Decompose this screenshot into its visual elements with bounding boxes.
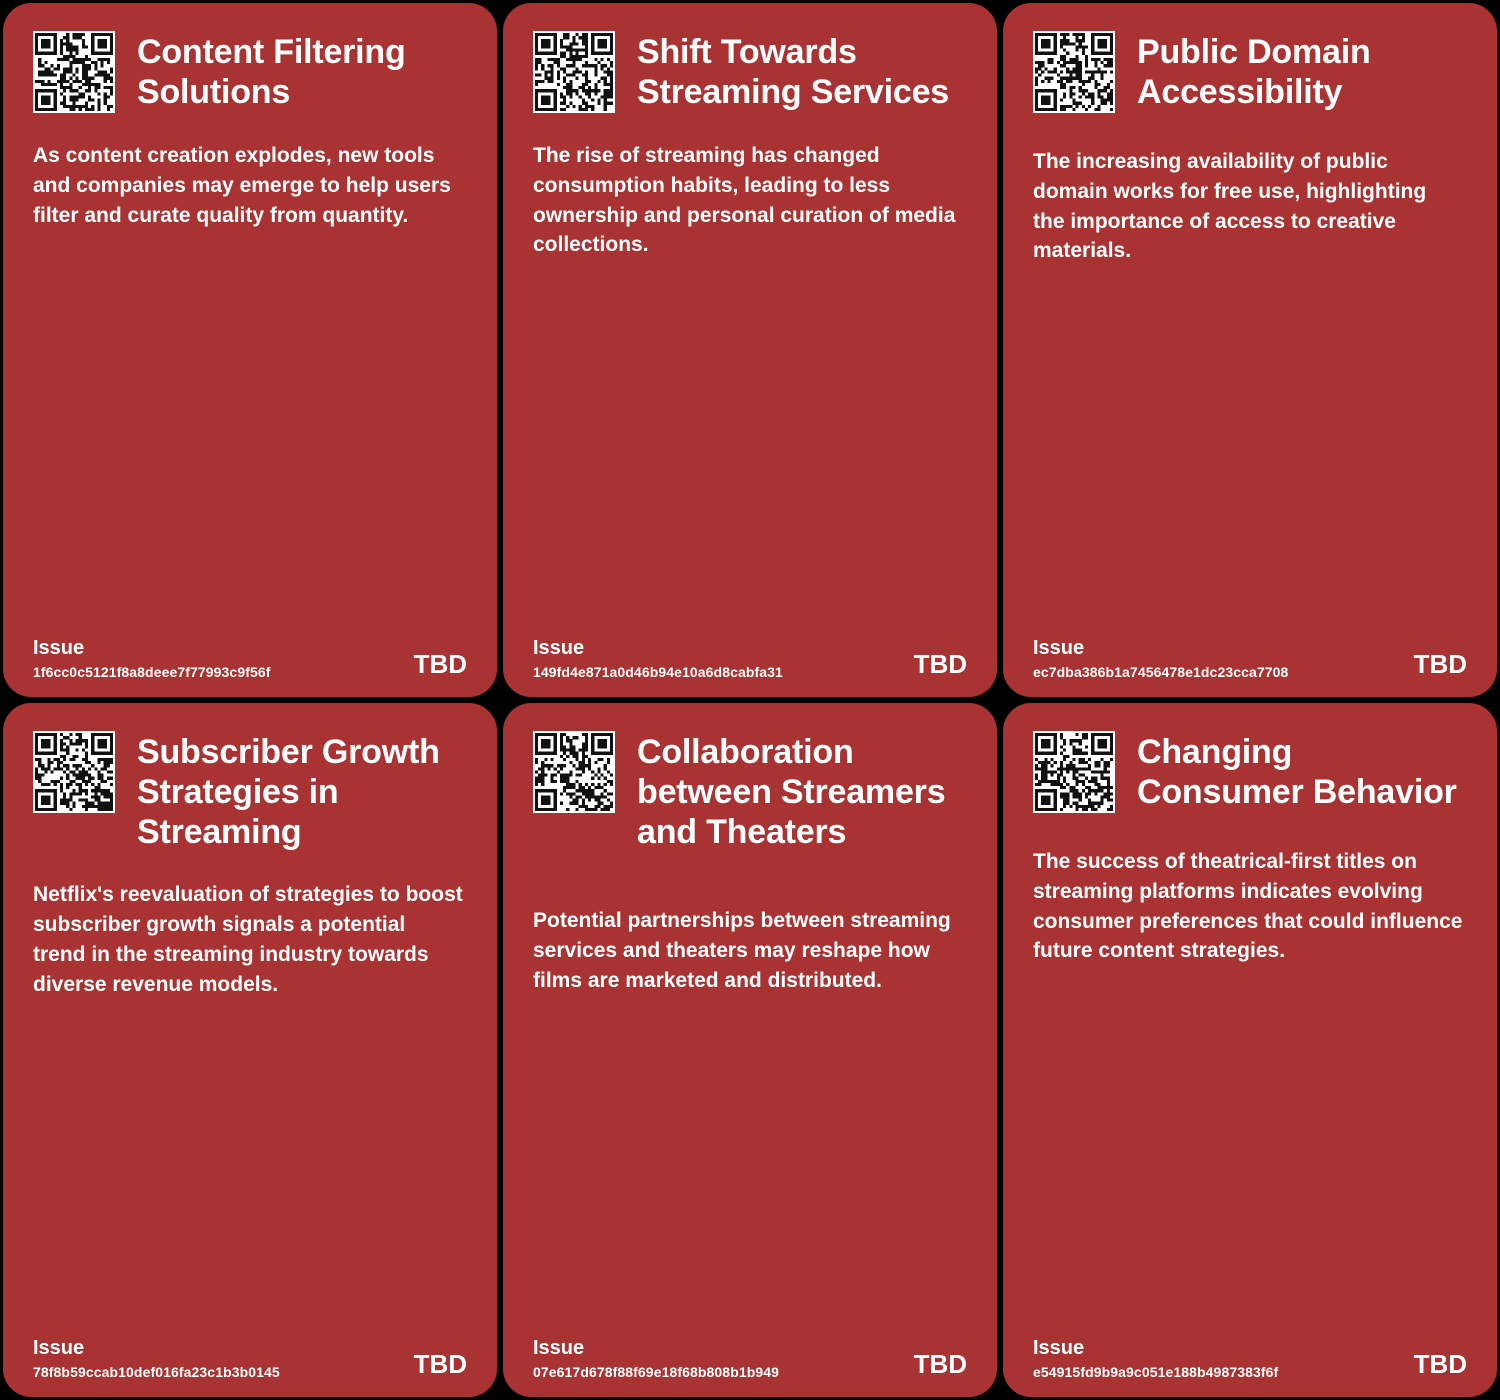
status-badge: TBD xyxy=(413,1349,467,1379)
issue-id: ec7dba386b1a7456478e1dc23cca7708 xyxy=(1033,664,1289,680)
card-description: Netflix's reevaluation of strategies to boost subscriber growth signals a potential trend in the streaming industry towards diverse revenue models. xyxy=(33,883,463,996)
issue-card-content-filtering-solutions[interactable] xyxy=(3,3,497,697)
card-footer xyxy=(533,1338,967,1379)
qr-code-changing-consumer-behavior[interactable] xyxy=(1033,731,1115,813)
issue-label: Issue xyxy=(1033,1337,1085,1359)
card-description: As content creation explodes, new tools and companies may emerge to help users filter and curate quality from quantity. xyxy=(33,144,451,227)
qr-code-public-domain-accessibility[interactable] xyxy=(1033,31,1115,113)
qr-code-collaboration-between-streamers-and-theaters[interactable] xyxy=(533,731,615,813)
issue-card-collaboration-between-streamers-and-theaters[interactable] xyxy=(503,703,997,1397)
qr-code-shift-towards-streaming-services[interactable] xyxy=(533,31,615,113)
card-title: Collaboration between Streamers and Theaters xyxy=(637,733,946,851)
card-header xyxy=(1033,731,1467,813)
issue-info xyxy=(1033,638,1288,679)
card-header xyxy=(33,31,467,113)
card-footer xyxy=(1033,638,1467,679)
status-badge: TBD xyxy=(413,649,467,679)
card-title: Shift Towards Streaming Services xyxy=(637,33,950,111)
card-header xyxy=(533,731,967,852)
card-footer xyxy=(33,1338,467,1379)
issue-card-public-domain-accessibility[interactable] xyxy=(1003,3,1497,697)
status-badge: TBD xyxy=(1413,649,1467,679)
card-description: Potential partnerships between streaming services and theaters may reshape how films are marketed and distributed. xyxy=(533,909,951,992)
card-description: The success of theatrical-first titles on streaming platforms indicates evolving consumer preferences that could influence future content strategies. xyxy=(1033,850,1463,963)
status-badge: TBD xyxy=(1413,1349,1467,1379)
card-footer xyxy=(533,638,967,679)
issue-info xyxy=(533,638,783,679)
issue-label: Issue xyxy=(533,637,585,659)
issue-info xyxy=(533,1338,779,1379)
issue-label: Issue xyxy=(533,1337,585,1359)
card-header xyxy=(1033,31,1467,113)
issue-id: 78f8b59ccab10def016fa23c1b3b0145 xyxy=(33,1364,280,1380)
card-title: Subscriber Growth Strategies in Streaming xyxy=(137,733,440,851)
issue-id: e54915fd9b9a9c051e188b4987383f6f xyxy=(1033,1364,1279,1380)
qr-code-content-filtering-solutions[interactable] xyxy=(33,31,115,113)
card-description: The increasing availability of public domain works for free use, highlighting the importance of access to creative materials. xyxy=(1033,150,1427,263)
card-title: Public Domain Accessibility xyxy=(1137,33,1371,111)
issue-label: Issue xyxy=(33,637,85,659)
qr-code-subscriber-growth-strategies-in-streaming[interactable] xyxy=(33,731,115,813)
status-badge: TBD xyxy=(913,649,967,679)
issue-id: 149fd4e871a0d46b94e10a6d8cabfa31 xyxy=(533,664,783,680)
card-description: The rise of streaming has changed consumption habits, leading to less ownership and personal curation of media collections. xyxy=(533,144,956,257)
card-title: Content Filtering Solutions xyxy=(137,33,406,111)
issue-card-shift-towards-streaming-services[interactable] xyxy=(503,3,997,697)
issue-label: Issue xyxy=(1033,637,1085,659)
issue-label: Issue xyxy=(33,1337,85,1359)
issue-id: 07e617d678f88f69e18f68b808b1b949 xyxy=(533,1364,780,1380)
card-header xyxy=(33,731,467,852)
issue-id: 1f6cc0c5121f8a8deee7f77993c9f56f xyxy=(33,664,271,680)
issue-info xyxy=(33,638,271,679)
issue-card-subscriber-growth-strategies-in-streaming[interactable] xyxy=(3,703,497,1397)
issue-card-changing-consumer-behavior[interactable] xyxy=(1003,703,1497,1397)
status-badge: TBD xyxy=(913,1349,967,1379)
issue-info xyxy=(1033,1338,1278,1379)
card-footer xyxy=(1033,1338,1467,1379)
issue-info xyxy=(33,1338,280,1379)
card-header xyxy=(533,31,967,113)
card-footer xyxy=(33,638,467,679)
card-title: Changing Consumer Behavior xyxy=(1137,733,1457,811)
